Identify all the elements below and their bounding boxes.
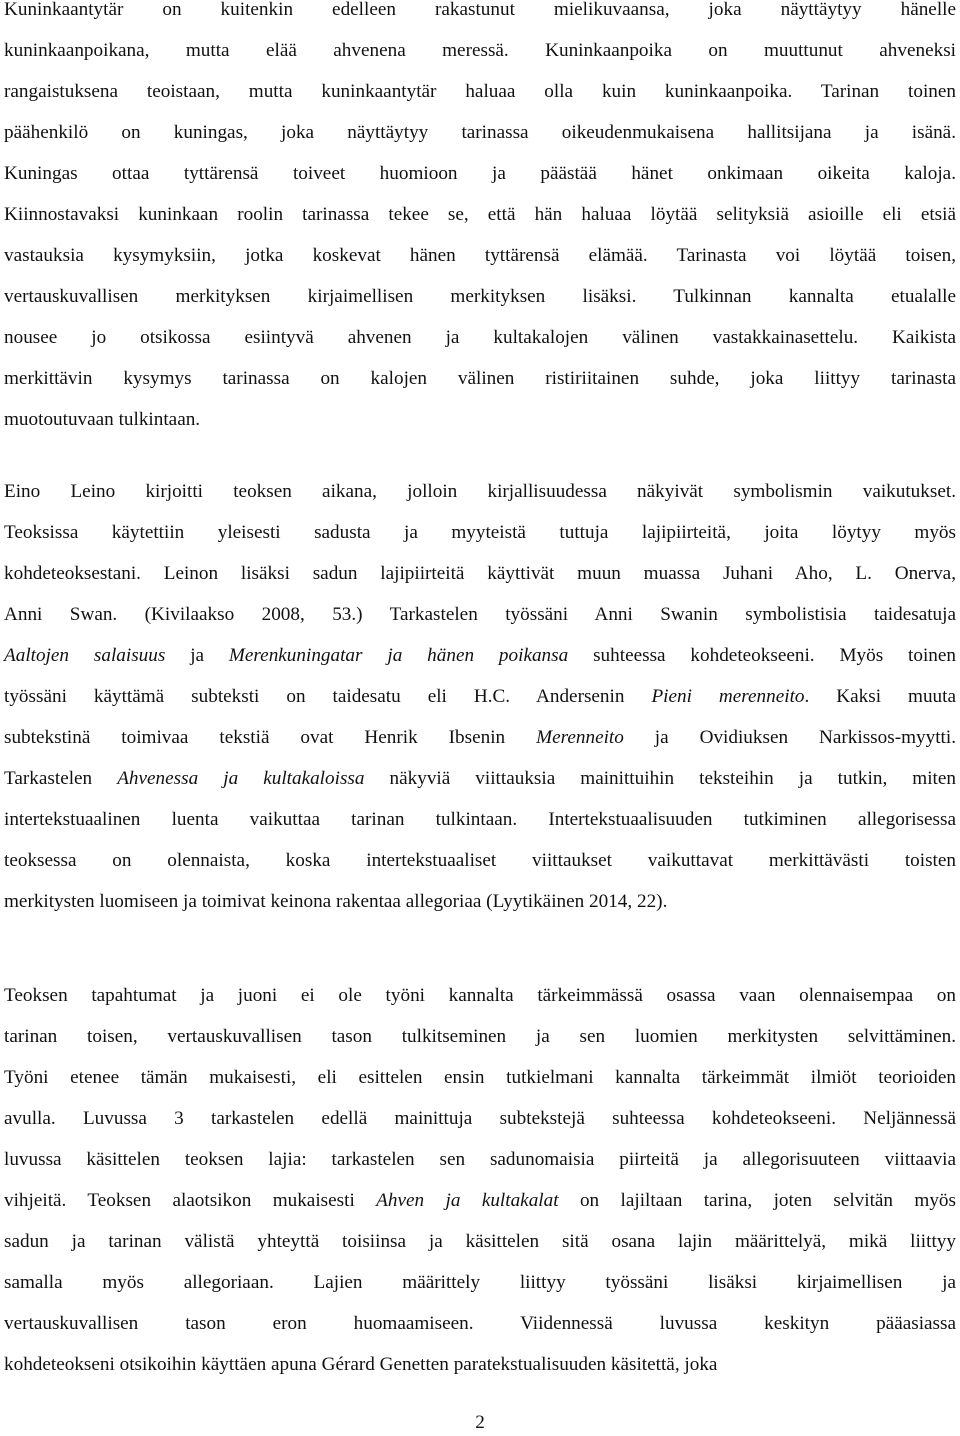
text-segment: on lajiltaan tarina, joten selvitän myös: [558, 1190, 956, 1211]
text-line: [4, 975, 956, 1016]
text-line: [4, 758, 956, 799]
text-line: Kuninkaantytär on kuitenkin edelleen rakastunut mielikuvaansa, joka näyttäytyy hänelle: [4, 0, 956, 20]
text-segment: Teoksissa käytettiin yleisesti sadusta ja myyteistä tuttuja lajipiirteitä, joita löytyy myös: [4, 522, 956, 543]
text-segment: Tarkastelen: [4, 768, 118, 789]
text-line: [4, 676, 956, 717]
text-line: päähenkilö on kuningas, joka näyttäytyy tarinassa oikeudenmukaisena hallitsijana ja isänä.: [4, 122, 956, 143]
text-segment: teoksessa on olennaista, koska intertekstuaaliset viittaukset vaikuttavat merkittävästi toisten: [4, 850, 956, 871]
text-segment: näkyviä viittauksia mainittuihin teksteihin ja tutkin, miten: [364, 768, 956, 789]
italic-title: Merenkuningatar ja hänen poikansa: [228, 645, 569, 666]
text-segment: avulla. Luvussa 3 tarkastelen edellä mainittuja subtekstejä suhteessa kohdeteokseeni. Neljännessä: [4, 1108, 956, 1129]
text-line: [4, 1139, 956, 1180]
text-line: merkittävin kysymys tarinassa on kalojen välinen ristiriitainen suhde, joka liittyy tarinasta: [4, 368, 956, 389]
italic-title: Pieni merenneito: [651, 686, 805, 707]
text-segment: tarinan toisen, vertauskuvallisen tason tulkitseminen ja sen luomien merkitysten selvittäminen.: [4, 1026, 956, 1047]
italic-title: Aaltojen salaisuus: [4, 645, 166, 666]
text-line: kuninkaanpoikana, mutta elää ahvenena meressä. Kuninkaanpoika on muuttunut ahveneksi: [4, 40, 956, 61]
text-segment: kohdeteokseni otsikoihin käyttäen apuna Gérard Genetten paratekstualisuuden käsitettä, joka: [4, 1354, 718, 1375]
text-line: [4, 471, 956, 512]
text-line: muotoutuvaan tulkintaan.: [4, 409, 201, 430]
text-line: [4, 881, 956, 922]
text-segment: kohdeteoksestani. Leinon lisäksi sadun lajipiirteitä käyttivät muun muassa Juhani Aho, L. Onerva,: [4, 563, 956, 584]
text-line: nousee jo otsikossa esiintyvä ahvenen ja kultakalojen välinen vastakkainasettelu. Kaikista: [4, 327, 956, 348]
page-number: 2: [475, 1412, 485, 1433]
text-line: vertauskuvallisen merkityksen kirjaimellisen merkityksen lisäksi. Tulkinnan kannalta etualalle: [4, 286, 956, 307]
text-segment: ja Ovidiuksen Narkissos-myytti.: [623, 727, 957, 748]
text-segment: vertauskuvallisen tason eron huomaamiseen. Viidennessä luvussa keskityn pääasiassa: [4, 1313, 956, 1334]
text-segment: . Kaksi muuta: [804, 686, 956, 707]
text-segment: subtekstinä toimivaa tekstiä ovat Henrik Ibsenin: [4, 727, 537, 748]
text-segment: Työni etenee tämän mukaisesti, eli esittelen ensin tutkielmani kannalta tärkeimmät ilmiöt teorioiden: [4, 1067, 956, 1088]
text-line: [4, 1221, 956, 1262]
text-line: [4, 553, 956, 594]
text-line: [4, 1057, 956, 1098]
text-line: vastauksia kysymyksiin, jotka koskevat hänen tyttärensä elämää. Tarinasta voi löytää toisen,: [4, 245, 956, 266]
text-line: [4, 1344, 956, 1385]
text-segment: Teoksen tapahtumat ja juoni ei ole työni kannalta tärkeimmässä osassa vaan olennaisempaa on: [4, 985, 956, 1006]
italic-title: Ahvenessa ja kultakaloissa: [117, 768, 365, 789]
italic-title: Merenneito: [536, 727, 624, 748]
text-line: [4, 594, 956, 635]
text-segment: intertekstuaalinen luenta vaikuttaa tarinan tulkintaan. Intertekstuaalisuuden tutkiminen allegorisessa: [4, 809, 956, 830]
italic-title: Ahven ja kultakalat: [376, 1190, 559, 1211]
text-segment: ja: [165, 645, 229, 666]
text-line: [4, 717, 956, 758]
text-line: [4, 1262, 956, 1303]
text-line: [4, 1180, 956, 1221]
text-segment: luvussa käsittelen teoksen lajia: tarkastelen sen sadunomaisia piirteitä ja allegorisuuteen viittaavia: [4, 1149, 956, 1170]
text-line: [4, 799, 956, 840]
text-segment: sadun ja tarinan välistä yhteyttä toisiinsa ja käsittelen sitä osana lajin määrittelyä, mikä liittyy: [4, 1231, 956, 1252]
text-line: [4, 1303, 956, 1344]
text-line: rangaistuksena teoistaan, mutta kuninkaantytär haluaa olla kuin kuninkaanpoika. Tarinan toinen: [4, 81, 956, 102]
text-line: [4, 1016, 956, 1057]
text-line: [4, 635, 956, 676]
paragraph-3: [4, 975, 956, 1385]
text-segment: samalla myös allegoriaan. Lajien määrittely liittyy työssäni lisäksi kirjaimellisen ja: [4, 1272, 956, 1293]
text-line: Kuningas ottaa tyttärensä toiveet huomioon ja päästää hänet onkimaan oikeita kaloja.: [4, 163, 956, 184]
paragraph-2: [4, 471, 956, 922]
text-segment: työssäni käyttämä subteksti on taidesatu eli H.C. Andersenin: [4, 686, 652, 707]
text-segment: Eino Leino kirjoitti teoksen aikana, jolloin kirjallisuudessa näkyivät symbolismin vaikutukset.: [4, 481, 956, 502]
text-segment: merkitysten luomiseen ja toimivat keinona rakentaa allegoriaa (Lyytikäinen 2014, 22).: [4, 891, 668, 912]
text-line: [4, 1098, 956, 1139]
paragraph-1: [4, 0, 956, 440]
text-line: [4, 512, 956, 553]
text-segment: Anni Swan. (Kivilaakso 2008, 53.) Tarkastelen työssäni Anni Swanin symbolistisia taidesatuja: [4, 604, 956, 625]
text-segment: suhteessa kohdeteokseeni. Myös toinen: [568, 645, 956, 666]
text-line: [4, 840, 956, 881]
text-line: Kiinnostavaksi kuninkaan roolin tarinassa tekee se, että hän haluaa löytää selityksiä asioille eli etsiä: [4, 204, 956, 225]
text-segment: vihjeitä. Teoksen alaotsikon mukaisesti: [4, 1190, 377, 1211]
